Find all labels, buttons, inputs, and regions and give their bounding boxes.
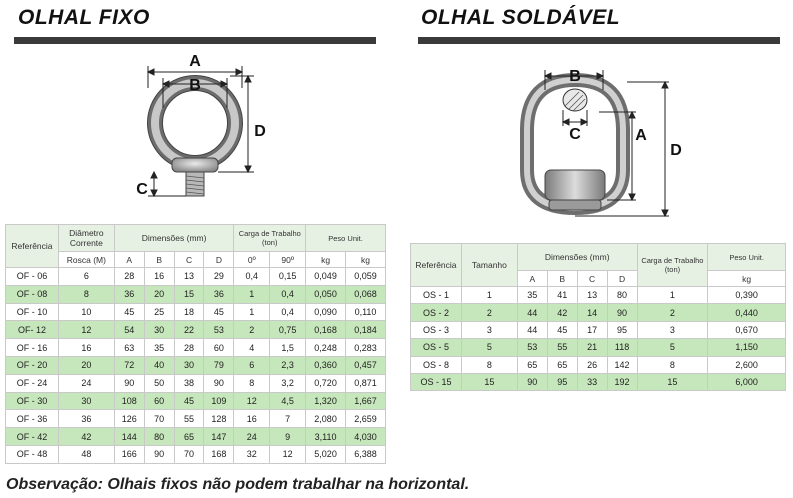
table-cell: 2,3 (270, 356, 306, 374)
table-cell: 95 (547, 373, 577, 390)
table-row (6, 285, 386, 303)
section-shape (563, 89, 587, 111)
table-cell: 60 (144, 392, 174, 410)
table-cell: 1 (234, 303, 270, 321)
table-cell: OS - 8 (411, 356, 462, 373)
table-cell: 26 (577, 356, 607, 373)
table-cell: 128 (204, 410, 234, 428)
table-cell: 48 (58, 445, 114, 463)
table-cell: 0,720 (306, 374, 346, 392)
table-cell: 0,168 (306, 321, 346, 339)
olhal-soldavel-title: OLHAL SOLDÁVEL (421, 6, 621, 29)
table-cell: OF - 06 (6, 268, 59, 286)
table-cell: 5,020 (306, 445, 346, 463)
table-cell: 6 (58, 268, 114, 286)
dim-label-b: B (569, 68, 581, 85)
table-cell: 79 (204, 356, 234, 374)
table-cell: 3 (637, 321, 708, 338)
table-cell: 55 (174, 410, 204, 428)
table-row (6, 303, 386, 321)
table-cell: 5 (637, 339, 708, 356)
subheader: 0º (234, 252, 270, 268)
table-cell: 24 (234, 428, 270, 446)
table-cell: 8 (58, 285, 114, 303)
table-cell: 3,2 (270, 374, 306, 392)
table-cell: 29 (204, 268, 234, 286)
table-cell: 0,4 (234, 268, 270, 286)
table-cell: 166 (114, 445, 144, 463)
table-cell: OF- 12 (6, 321, 59, 339)
table-cell: 95 (607, 321, 637, 338)
header-peso: Peso Unit. (708, 244, 786, 271)
table-cell: 33 (577, 373, 607, 390)
table-cell: 4,5 (270, 392, 306, 410)
table-cell: 20 (58, 356, 114, 374)
dim-label-c: C (569, 126, 581, 143)
table-cell: 1 (234, 285, 270, 303)
table-cell: 1,150 (708, 339, 786, 356)
dim-label-a: A (189, 53, 201, 70)
table-cell: 0,390 (708, 287, 786, 304)
table-cell: 12 (270, 445, 306, 463)
table-row (6, 356, 386, 374)
table-cell: 0,283 (346, 339, 386, 357)
table-row (6, 321, 386, 339)
collar-shape (172, 158, 218, 172)
table-cell: 6 (234, 356, 270, 374)
table-cell: 17 (577, 321, 607, 338)
table-cell: 32 (234, 445, 270, 463)
table-cell: 0,4 (270, 285, 306, 303)
table-cell: 1 (461, 287, 517, 304)
table-cell: 7 (270, 410, 306, 428)
table-cell: 0,15 (270, 268, 306, 286)
table-cell: 36 (114, 285, 144, 303)
table-cell: 42 (547, 304, 577, 321)
table-row (411, 304, 786, 321)
subheader: B (547, 271, 577, 287)
table-row (411, 373, 786, 390)
table-row (6, 410, 386, 428)
dim-label-d: D (254, 123, 266, 140)
table-cell: 3 (461, 321, 517, 338)
table-cell: OS - 3 (411, 321, 462, 338)
table-cell: 45 (114, 303, 144, 321)
table-row (411, 321, 786, 338)
table-cell: OS - 1 (411, 287, 462, 304)
table-cell: 40 (144, 356, 174, 374)
table-cell: OF - 20 (6, 356, 59, 374)
olhal-soldavel-table (410, 243, 786, 391)
table-cell: 90 (114, 374, 144, 392)
subheader: kg (346, 252, 386, 268)
table-cell: 8 (461, 356, 517, 373)
dim-label-d: D (670, 142, 682, 159)
table-cell: 38 (174, 374, 204, 392)
weld-block-shape (545, 170, 605, 200)
table-cell: 6,388 (346, 445, 386, 463)
observation-note: Observação: Olhais fixos não podem trabalhar na horizontal. (6, 476, 470, 493)
table-cell: 20 (144, 285, 174, 303)
table-cell: 10 (58, 303, 114, 321)
table-cell: 15 (461, 373, 517, 390)
table-cell: 126 (114, 410, 144, 428)
table-cell: 28 (174, 339, 204, 357)
dim-label-a: A (635, 127, 647, 144)
table-cell: 35 (517, 287, 547, 304)
table-cell: 63 (114, 339, 144, 357)
table-cell: 30 (58, 392, 114, 410)
table-cell: 16 (144, 268, 174, 286)
table-cell: 65 (517, 356, 547, 373)
table-cell: 4 (234, 339, 270, 357)
olhal-fixo-diagram (120, 48, 270, 208)
table-cell: 90 (204, 374, 234, 392)
table-cell: 45 (174, 392, 204, 410)
table-cell: 0,059 (346, 268, 386, 286)
table-cell: 108 (114, 392, 144, 410)
table-cell: OF - 16 (6, 339, 59, 357)
table-cell: 44 (517, 321, 547, 338)
table-cell: 12 (58, 321, 114, 339)
table-cell: OS - 2 (411, 304, 462, 321)
table-cell: 45 (204, 303, 234, 321)
table-cell: 9 (270, 428, 306, 446)
olhal-fixo-table (5, 224, 386, 464)
subheader: Rosca (M) (58, 252, 114, 268)
header-carga: Carga de Trabalho (ton) (234, 225, 306, 252)
table-cell: 44 (517, 304, 547, 321)
subheader: D (607, 271, 637, 287)
table-cell: 0,360 (306, 356, 346, 374)
table-cell: 8 (234, 374, 270, 392)
table-cell: 0,068 (346, 285, 386, 303)
subheader: 90º (270, 252, 306, 268)
dim-label-c: C (136, 181, 148, 198)
table-row (6, 428, 386, 446)
table-cell: 12 (234, 392, 270, 410)
table-cell: 65 (547, 356, 577, 373)
table-cell: 54 (114, 321, 144, 339)
table-cell: 55 (547, 339, 577, 356)
header-dimensoes: Dimensões (mm) (114, 225, 234, 252)
olhal-soldavel-diagram (515, 60, 695, 225)
table-cell: 0,049 (306, 268, 346, 286)
table-cell: 25 (144, 303, 174, 321)
table-cell: 0,110 (346, 303, 386, 321)
table-cell: 14 (577, 304, 607, 321)
table-row (411, 339, 786, 356)
table-cell: 3,110 (306, 428, 346, 446)
table-cell: 0,184 (346, 321, 386, 339)
subheader: D (204, 252, 234, 268)
table-cell: 13 (174, 268, 204, 286)
table-cell: 2 (461, 304, 517, 321)
table-cell: 0,75 (270, 321, 306, 339)
table-cell: 80 (607, 287, 637, 304)
table-cell: 2 (637, 304, 708, 321)
table-cell: 0,090 (306, 303, 346, 321)
table-cell: 168 (204, 445, 234, 463)
table-cell: 16 (234, 410, 270, 428)
header-carga: Carga de Trabalho (ton) (637, 244, 708, 287)
table-cell: 53 (517, 339, 547, 356)
subheader: B (144, 252, 174, 268)
table-row (411, 287, 786, 304)
table-cell: 0,4 (270, 303, 306, 321)
table-cell: 30 (144, 321, 174, 339)
table-cell: 142 (607, 356, 637, 373)
table-cell: 0,457 (346, 356, 386, 374)
table-row (6, 392, 386, 410)
subheader: A (517, 271, 547, 287)
table-cell: 50 (144, 374, 174, 392)
subheader: A (114, 252, 144, 268)
table-cell: 6,000 (708, 373, 786, 390)
subheader: C (174, 252, 204, 268)
table-row (6, 374, 386, 392)
table-cell: 0,871 (346, 374, 386, 392)
header-referencia: Referência (411, 244, 462, 287)
table-cell: 0,440 (708, 304, 786, 321)
subheader: kg (306, 252, 346, 268)
table-cell: 1,667 (346, 392, 386, 410)
table-cell: 1,5 (270, 339, 306, 357)
subheader: kg (708, 271, 786, 287)
table-row (411, 356, 786, 373)
table-cell: OF - 48 (6, 445, 59, 463)
header-peso: Peso Unit. (306, 225, 386, 252)
subheader: C (577, 271, 607, 287)
table-cell: 8 (637, 356, 708, 373)
dim-label-b: B (189, 77, 201, 94)
table-cell: 16 (58, 339, 114, 357)
table-cell: 41 (547, 287, 577, 304)
table-cell: 1,320 (306, 392, 346, 410)
table-cell: 90 (144, 445, 174, 463)
table-cell: 2,600 (708, 356, 786, 373)
table-cell: 13 (577, 287, 607, 304)
table-row (6, 268, 386, 286)
table-cell: 109 (204, 392, 234, 410)
table-cell: OF - 36 (6, 410, 59, 428)
header-diametro: Diâmetro Corrente (58, 225, 114, 252)
olhal-fixo-rule (14, 37, 376, 44)
table-cell: 65 (174, 428, 204, 446)
table-cell: 118 (607, 339, 637, 356)
table-cell: 45 (547, 321, 577, 338)
table-cell: 24 (58, 374, 114, 392)
table-cell: 60 (204, 339, 234, 357)
header-dimensoes: Dimensões (mm) (517, 244, 637, 271)
table-cell: 42 (58, 428, 114, 446)
table-cell: 90 (607, 304, 637, 321)
table-cell: 36 (204, 285, 234, 303)
olhal-soldavel-rule (418, 37, 780, 44)
table-cell: 22 (174, 321, 204, 339)
table-cell: 0,050 (306, 285, 346, 303)
table-cell: OS - 15 (411, 373, 462, 390)
table-cell: 15 (637, 373, 708, 390)
table-cell: 72 (114, 356, 144, 374)
table-cell: 147 (204, 428, 234, 446)
table-cell: 144 (114, 428, 144, 446)
table-cell: 2,659 (346, 410, 386, 428)
table-cell: 15 (174, 285, 204, 303)
table-cell: 53 (204, 321, 234, 339)
table-row (6, 339, 386, 357)
table-cell: 35 (144, 339, 174, 357)
table-cell: OF - 24 (6, 374, 59, 392)
table-cell: 36 (58, 410, 114, 428)
table-cell: 2 (234, 321, 270, 339)
header-tamanho: Tamanho (461, 244, 517, 287)
table-cell: OS - 5 (411, 339, 462, 356)
table-cell: 21 (577, 339, 607, 356)
table-cell: 30 (174, 356, 204, 374)
header-referencia: Referência (6, 225, 59, 268)
table-cell: 4,030 (346, 428, 386, 446)
table-cell: 18 (174, 303, 204, 321)
olhal-fixo-title: OLHAL FIXO (18, 6, 150, 29)
table-cell: 5 (461, 339, 517, 356)
table-cell: 28 (114, 268, 144, 286)
table-cell: 70 (144, 410, 174, 428)
table-cell: 80 (144, 428, 174, 446)
table-cell: 2,080 (306, 410, 346, 428)
table-cell: OF - 30 (6, 392, 59, 410)
table-cell: 0,670 (708, 321, 786, 338)
table-cell: 70 (174, 445, 204, 463)
table-cell: 90 (517, 373, 547, 390)
table-cell: OF - 08 (6, 285, 59, 303)
table-cell: 1 (637, 287, 708, 304)
table-cell: OF - 10 (6, 303, 59, 321)
table-cell: 192 (607, 373, 637, 390)
table-row (6, 445, 386, 463)
table-cell: 0,248 (306, 339, 346, 357)
table-cell: OF - 42 (6, 428, 59, 446)
